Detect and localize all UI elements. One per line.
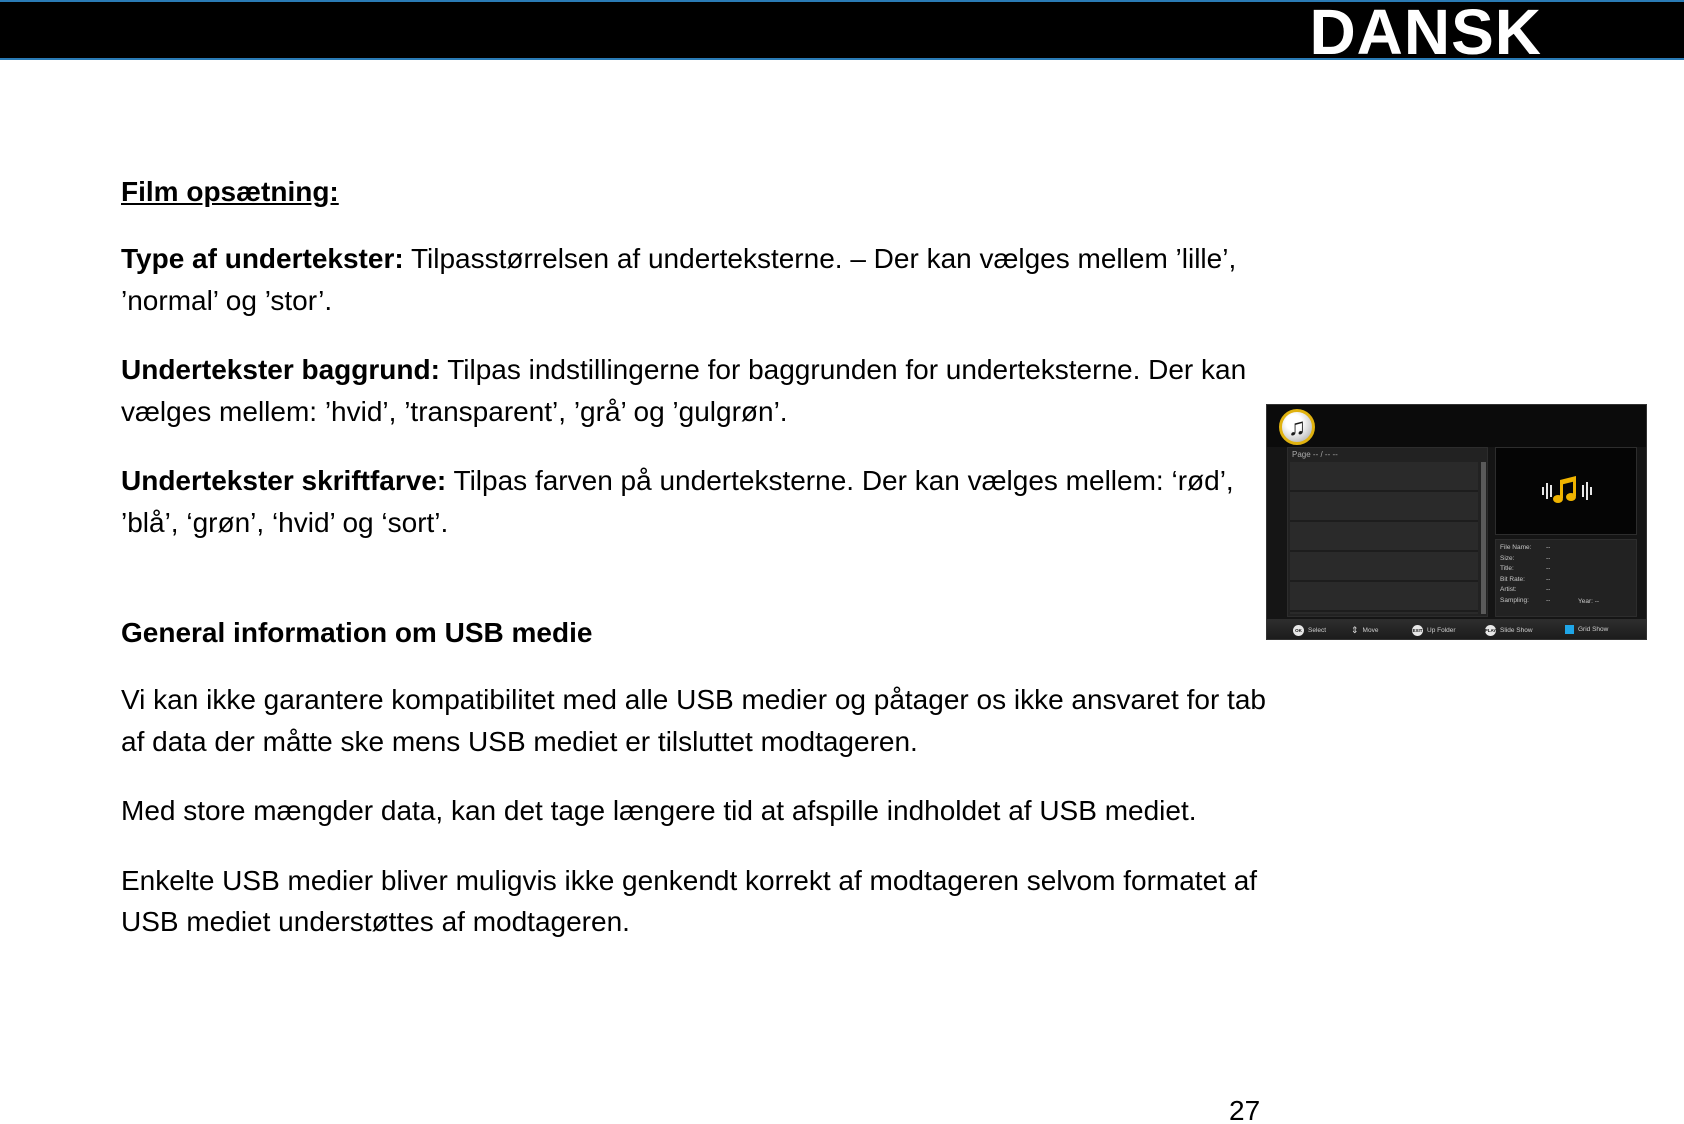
page-indicator: Page -- / -- --	[1292, 450, 1338, 459]
usb-paragraph: Vi kan ikke garantere kompatibilitet med alle USB medier og påtager os ikke ansvaret for tab af data der måtte ske mens USB mediet er tilsluttet modtageren.	[121, 684, 1266, 757]
hint-move	[1351, 625, 1378, 635]
music-note-icon: ♫	[1279, 409, 1315, 445]
header-bar	[0, 0, 1684, 68]
hint-label: Move	[1362, 626, 1379, 634]
info-value: --	[1546, 596, 1551, 604]
scrollbar	[1481, 462, 1486, 614]
info-key: Size:	[1500, 554, 1515, 562]
info-row	[1500, 564, 1632, 575]
hint-select	[1293, 625, 1326, 636]
info-key: Sampling:	[1500, 596, 1529, 604]
setting-label: Type af undertekster:	[121, 243, 404, 274]
setting-subtitle-type	[121, 238, 1271, 321]
file-list	[1290, 462, 1478, 614]
blue-key-icon	[1565, 625, 1574, 634]
play-key-icon: PLAY	[1485, 625, 1496, 636]
hint-label: Slide Show	[1500, 627, 1533, 634]
info-key: File Name:	[1500, 544, 1532, 551]
page-number: 27	[1229, 1095, 1261, 1124]
preview-panel	[1495, 447, 1637, 535]
page-content	[121, 172, 1271, 971]
hint-up-folder	[1412, 625, 1456, 636]
info-value: --	[1546, 554, 1551, 562]
setting-label: Undertekster skriftfarve:	[121, 465, 447, 496]
info-value: --	[1546, 586, 1551, 593]
info-value: --	[1546, 544, 1551, 551]
setting-text: Tilpasstørrelsen af underteksterne. – Der kan vælges mellem ’lille’, ’normal’ og ’stor’.	[121, 243, 1237, 316]
screen-top-bar	[1267, 405, 1647, 447]
usb-paragraph: Enkelte USB medier bliver muligvis ikke genkendt korrekt af modtageren selvom formatet af USB mediet understøttes af modtageren.	[121, 864, 1258, 937]
hint-label: Grid Show	[1578, 626, 1609, 633]
section-title: Film opsætning:	[121, 176, 339, 207]
hint-grid-show	[1565, 625, 1608, 634]
up-down-arrows-icon: ⇕	[1351, 625, 1359, 635]
remote-hint-bar	[1267, 619, 1647, 640]
info-year: Year: --	[1578, 598, 1600, 605]
setting-label: Undertekster baggrund:	[121, 354, 440, 385]
info-row	[1500, 596, 1632, 607]
usb-paragraph: Med store mængder data, kan det tage længere tid at afspille indholdet af USB mediet.	[121, 795, 1197, 826]
info-key: Bit Rate:	[1500, 575, 1525, 583]
setting-text: Tilpas farven på underteksterne. Der kan vælges mellem: ‘rød’, ’blå’, ‘grøn’, ‘hvid’ og ‘sort’.	[121, 465, 1234, 538]
info-row	[1500, 585, 1632, 596]
info-row	[1500, 543, 1632, 554]
media-player-screenshot	[1266, 404, 1647, 640]
language-label: DANSK	[1309, 0, 1542, 68]
info-value: --	[1546, 565, 1551, 572]
audio-wave-icon	[1540, 474, 1594, 508]
file-list-panel	[1287, 447, 1488, 617]
ok-key-icon: OK	[1293, 625, 1304, 636]
info-row	[1500, 575, 1632, 586]
hint-slide-show	[1485, 625, 1533, 636]
usb-heading: General information om USB medie	[121, 617, 593, 648]
setting-subtitle-background	[121, 349, 1271, 432]
hint-label: Select	[1308, 627, 1327, 634]
info-row	[1500, 554, 1632, 565]
file-info-panel	[1495, 539, 1637, 617]
exit-key-icon: EXIT	[1412, 625, 1423, 636]
setting-text: Tilpas indstillingerne for baggrunden for underteksterne. Der kan vælges mellem: ’hvid’, ’transparent’, ’grå’ og ’gulgrøn’.	[121, 354, 1247, 427]
info-key: Artist:	[1500, 586, 1517, 593]
setting-subtitle-color	[121, 460, 1271, 543]
hint-label: Up Folder	[1427, 627, 1456, 634]
info-value: --	[1546, 575, 1551, 583]
info-key: Title:	[1500, 565, 1514, 572]
